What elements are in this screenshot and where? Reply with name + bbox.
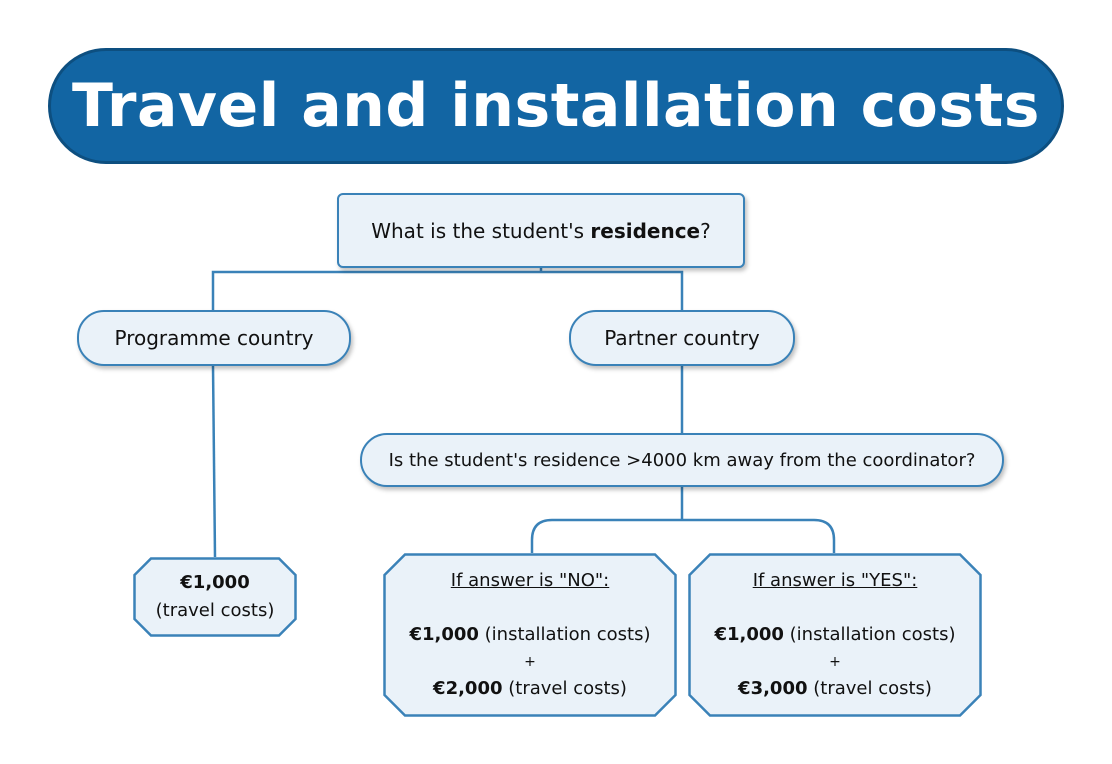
no-result-box [383, 553, 677, 717]
residence-question-text [371, 219, 711, 243]
yes-result-plus: + [829, 654, 841, 670]
yes-result-line1 [714, 621, 955, 649]
programme-result-note: (travel costs) [155, 600, 275, 621]
connector-split-top [213, 268, 682, 310]
residence-question-suffix: ? [700, 218, 711, 243]
no-result-line1 [409, 621, 650, 649]
distance-question-box [360, 433, 1004, 487]
no-result-amount1: €1,000 [409, 624, 479, 645]
partner-country-label: Partner country [604, 326, 760, 350]
no-result-note1: (installation costs) [478, 624, 651, 645]
residence-question-bold: residence [590, 218, 701, 243]
no-result-line2 [433, 675, 627, 703]
no-result-content [383, 553, 677, 717]
connector-question-split [532, 487, 834, 553]
yes-result-amount2: €3,000 [738, 678, 808, 699]
yes-result-heading: If answer is "YES": [752, 570, 918, 591]
no-result-note2: (travel costs) [502, 678, 627, 699]
connector-programme-result [213, 366, 215, 557]
programme-result-box [133, 557, 297, 637]
programme-result-content [133, 557, 297, 637]
programme-country-node [77, 310, 351, 366]
distance-question-text: Is the student's residence >4000 km away from the coordinator? [388, 449, 976, 471]
page-title: Travel and installation costs [72, 71, 1040, 141]
programme-country-label: Programme country [114, 326, 314, 350]
no-result-plus: + [524, 654, 536, 670]
partner-country-node [569, 310, 795, 366]
yes-result-content [688, 553, 982, 717]
residence-question-box [337, 193, 745, 268]
yes-result-line2 [738, 675, 932, 703]
yes-result-amount1: €1,000 [714, 624, 784, 645]
residence-question-prefix: What is the student's [371, 218, 591, 243]
yes-result-note1: (installation costs) [783, 624, 956, 645]
yes-result-note2: (travel costs) [807, 678, 932, 699]
no-result-heading: If answer is "NO": [450, 570, 610, 591]
no-result-amount2: €2,000 [433, 678, 503, 699]
programme-result-amount: €1,000 [180, 572, 250, 593]
yes-result-box [688, 553, 982, 717]
